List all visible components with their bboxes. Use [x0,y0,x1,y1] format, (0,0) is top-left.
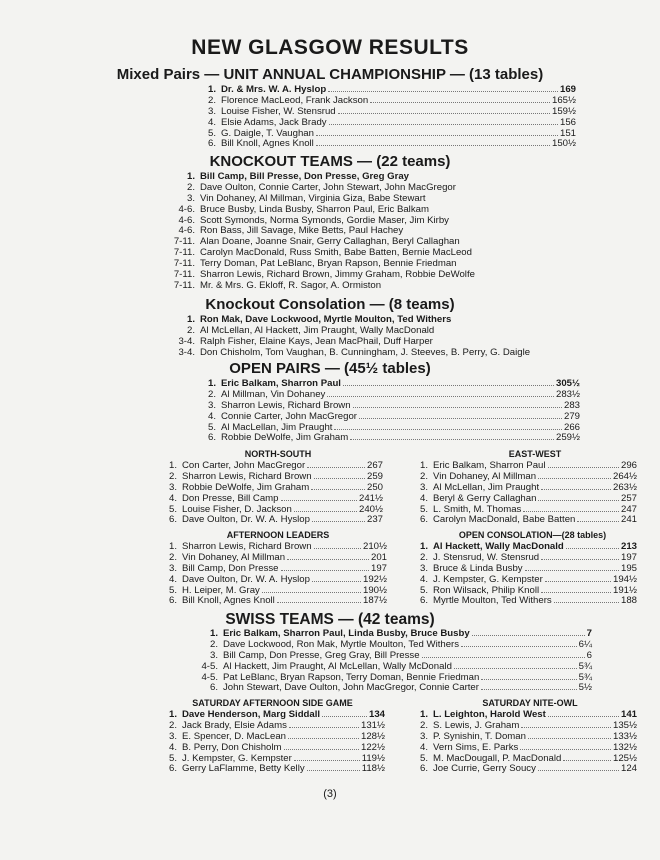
dot-leader [294,760,360,761]
list-item [196,118,576,129]
rank: 5. [207,421,216,433]
dot-leader [359,418,562,419]
list-item [412,596,637,607]
rank: 3. [168,562,177,574]
score: 135½ [612,719,637,731]
score: 119½ [361,752,385,764]
dot-leader [370,102,550,103]
entrant-names: Eric Balkam, Sharron Paul [221,378,341,389]
list-item [196,412,580,423]
rank: 4. [419,741,428,753]
entrant-names: J. Kempster, G. Kempster [433,573,543,585]
rank: 2. [168,719,177,731]
score: 118½ [361,763,385,775]
rank: 7-11. [173,247,195,259]
dot-leader [353,407,562,408]
entrant-names: Ron Wilsack, Philip Knoll [433,584,540,596]
score: 6¼ [578,638,592,650]
score: 201 [370,551,387,563]
rank: 7-11. [173,236,195,248]
entrant-names: Robbie DeWolfe, Jim Graham [182,481,310,493]
north-south-list [161,461,383,526]
dot-leader [538,770,619,771]
rank: 3. [207,105,216,117]
score: 241½ [358,492,383,504]
rank: 6. [419,514,428,526]
entrant-names: M. MacDougall, P. MacDonald [433,752,562,764]
entrant-names: Bill Camp, Bill Presse, Don Presse, Greg Gray [200,171,410,182]
knockout-teams-heading: KNOCKOUT TEAMS — (22 teams) [209,153,451,170]
score: 195 [620,562,637,574]
dot-leader [350,439,554,440]
dot-leader [541,489,611,490]
score: 259½ [555,432,580,444]
rank: 5. [207,127,216,139]
entrant-names: Mr. & Mrs. G. Ekloff, R. Sagor, A. Ormiston [200,279,382,291]
score: 279 [563,410,580,422]
saturday-nite-owl-list [412,710,637,775]
dot-leader [538,478,611,479]
score: 133½ [612,730,637,742]
rank: 1. [207,378,216,389]
dot-leader [327,396,554,397]
score: 264½ [612,470,637,482]
rank: 4. [168,492,177,504]
dot-leader [316,135,558,136]
score: 151 [559,127,576,139]
score: 141 [620,709,637,720]
entrant-names: Ron Mak, Dave Lockwood, Myrtle Moulton, Ted Withers [200,314,452,325]
rank: 2. [209,638,218,650]
rank: 4. [207,116,216,128]
rank: 2. [419,719,428,731]
list-item [161,743,385,754]
entrant-names: Vin Dohaney, Al Millman, Virginia Giza, Babe Stewart [200,192,426,204]
dot-leader [334,429,562,430]
dot-leader [281,570,369,571]
entrant-names: Ron Bass, Jill Savage, Mike Betts, Paul Hachey [200,225,404,237]
page-title: NEW GLASGOW RESULTS [191,36,469,59]
entrant-names: Con Carter, John MacGregor [182,460,306,471]
dot-leader [577,521,619,522]
entrant-names: Sharron Lewis, Richard Brown, Jimmy Graham, Robbie DeWolfe [200,269,475,281]
list-item [196,139,576,150]
afternoon-leaders-heading: AFTERNOON LEADERS [226,530,330,540]
entrant-names: Beryl & Gerry Callaghan [433,492,537,504]
dot-leader [563,760,611,761]
dot-leader [284,749,359,750]
entrant-names: Al McLellan, Jim Praught [433,481,540,493]
dot-leader [316,145,550,146]
entrant-names: E. Spencer, D. MacLean [182,730,286,742]
entrant-names: Eric Balkam, Sharron Paul, Linda Busby, Bruce Busby [223,628,470,639]
dot-leader [328,91,558,92]
rank: 3. [207,399,216,411]
score: 210½ [362,541,387,552]
rank: 3. [419,730,428,742]
rank: 6. [419,595,428,607]
rank: 2. [186,181,195,193]
score: 132½ [612,741,637,753]
score: 190½ [362,584,387,596]
rank: 6. [419,763,428,775]
rank: 3. [186,192,195,204]
score: 5½ [578,682,592,694]
rank: 1. [168,460,177,471]
score: 165½ [551,94,576,106]
east-west-heading: EAST-WEST [508,449,562,459]
mixed-pairs-list [196,85,576,150]
entrant-names: J. Kempster, G. Kempster [182,752,292,764]
entrant-names: L. Leighton, Harold West [433,709,546,720]
score: 267 [366,460,383,471]
rank: 4-5. [201,671,218,683]
dot-leader [454,668,577,669]
rank: 2. [168,551,177,563]
dot-leader [314,548,361,549]
list-item [412,743,637,754]
score: 266 [563,421,580,433]
rank: 6. [207,432,216,444]
dot-leader [554,602,619,603]
dot-leader [422,657,585,658]
saturday-afternoon-heading: SATURDAY AFTERNOON SIDE GAME [192,698,353,708]
dot-leader [541,592,611,593]
dot-leader [281,500,357,501]
rank: 1. [186,171,195,182]
list-item [161,764,385,775]
rank: 2. [168,470,177,482]
rank: 6. [168,595,177,607]
score: 197 [370,562,387,574]
dot-leader [288,738,359,739]
score: 305½ [555,378,580,389]
rank: 3. [168,481,177,493]
rank: 2. [419,551,428,563]
rank: 4. [419,492,428,504]
entrant-names: Al Millman, Vin Dohaney [221,388,326,400]
entrant-names: G. Daigle, T. Vaughan [221,127,314,139]
saturday-afternoon-list [161,710,385,775]
knockout-teams-list [164,172,564,292]
rank: 5. [168,503,177,515]
rank: 1. [209,628,218,639]
rank: 4-6. [178,225,195,237]
score: 188 [620,595,637,607]
score: 283 [563,399,580,411]
list-item [168,348,608,359]
dot-leader [525,570,619,571]
score: 122½ [360,741,385,753]
entrant-names: Terry Doman, Pat LeBlanc, Bryan Rapson, Bennie Friedman [200,258,457,270]
score: 247 [620,503,637,515]
list-item [190,662,592,673]
score: 134 [368,709,385,720]
entrant-names: Al McLellan, Al Hackett, Jim Praught, Wally MacDonald [200,324,435,336]
page-number: (3) [323,788,337,800]
entrant-names: Ralph Fisher, Elaine Kays, Jean MacPhail, Duff Harper [200,335,433,347]
rank: 4-5. [201,660,218,672]
entrant-names: Bill Camp, Don Presse [182,562,279,574]
rank: 5. [419,503,428,515]
saturday-nite-owl-heading: SATURDAY NITE-OWL [482,698,578,708]
rank: 4-6. [178,214,195,226]
entrant-names: Dave Oulton, Dr. W. A. Hyslop [182,514,310,526]
knockout-consolation-heading: Knockout Consolation — (8 teams) [205,296,455,313]
dot-leader [311,489,365,490]
dot-leader [289,727,359,728]
open-pairs-list [196,379,580,444]
dot-leader [287,559,369,560]
score: 259 [366,470,383,482]
list-item [412,575,637,586]
entrant-names: Dave Oulton, Dr. W. A. Hyslop [182,573,310,585]
score: 124 [620,763,637,775]
score: 250 [366,481,383,493]
rank: 1. [419,541,428,552]
score: 156 [559,116,576,128]
score: 7 [586,628,592,639]
entrant-names: L. Smith, M. Thomas [433,503,522,515]
dot-leader [338,113,550,114]
score: 150½ [551,138,576,150]
entrant-names: Louise Fisher, W. Stensrud [221,105,336,117]
score: 187½ [362,595,387,607]
entrant-names: Vin Dohaney, Al Millman [433,470,537,482]
rank: 1. [207,84,216,95]
rank: 2. [186,324,195,336]
entrant-names: Elsie Adams, Jack Brady [221,116,327,128]
entrant-names: Don Presse, Bill Camp [182,492,279,504]
rank: 4-6. [178,203,195,215]
entrant-names: S. Lewis, J. Graham [433,719,520,731]
rank: 1. [168,709,177,720]
rank: 6. [207,138,216,150]
score: 263½ [612,481,637,493]
dot-leader [314,478,365,479]
rank: 5. [419,752,428,764]
dot-leader [566,548,619,549]
rank: 2. [419,470,428,482]
entrant-names: Robbie DeWolfe, Jim Graham [221,432,349,444]
entrant-names: Myrtle Moulton, Ted Withers [433,595,552,607]
dot-leader [481,689,577,690]
dot-leader [472,635,585,636]
entrant-names: H. Leiper, M. Gray [182,584,260,596]
score: 296 [620,460,637,471]
score: 213 [620,541,637,552]
entrant-names: Dave Lockwood, Ron Mak, Myrtle Moulton, Ted Withers [223,638,460,650]
score: 125½ [612,752,637,764]
list-item [161,515,383,526]
dot-leader [548,716,619,717]
score: 169 [559,84,576,95]
entrant-names: Bruce & Linda Busby [433,562,523,574]
list-item [412,494,637,505]
rank: 1. [168,541,177,552]
rank: 3. [168,730,177,742]
entrant-names: Carolyn MacDonald, Russ Smith, Babe Batten, Bernie MacLeod [200,247,472,259]
dot-leader [541,559,619,560]
dot-leader [312,581,361,582]
entrant-names: Bill Knoll, Agnes Knoll [221,138,314,150]
dot-leader [307,467,365,468]
dot-leader [538,500,619,501]
rank: 4. [168,741,177,753]
entrant-names: Al Hackett, Jim Praught, Al McLellan, Wally McDonald [223,660,452,672]
dot-leader [277,602,361,603]
rank: 3. [209,649,218,661]
entrant-names: P. Synishin, T. Doman [433,730,526,742]
rank: 6. [168,763,177,775]
rank: 1. [186,314,195,325]
knockout-consolation-list [168,315,608,359]
dot-leader [548,467,619,468]
entrant-names: Al MacLellan, Jim Praught [221,421,333,433]
score: 192½ [362,573,387,585]
entrant-names: J. Stensrud, W. Stensrud [433,551,540,563]
dot-leader [262,592,361,593]
open-consolation-list [412,542,637,607]
rank: 5. [168,752,177,764]
score: 197 [620,551,637,563]
rank: 4. [168,573,177,585]
rank: 3-4. [178,346,195,358]
dot-leader [461,646,577,647]
entrant-names: Sharron Lewis, Richard Brown [182,470,312,482]
entrant-names: Sharron Lewis, Richard Brown [221,399,351,411]
entrant-names: Vin Dohaney, Al Millman [182,551,286,563]
list-item [164,281,564,292]
north-south-heading: NORTH-SOUTH [244,449,312,459]
dot-leader [523,511,619,512]
mixed-pairs-heading: Mixed Pairs — UNIT ANNUAL CHAMPIONSHIP — (13 tables) [116,66,544,83]
entrant-names: Bill Knoll, Agnes Knoll [182,595,275,607]
entrant-names: Dr. & Mrs. W. A. Hyslop [221,84,327,95]
list-item [161,596,387,607]
entrant-names: Pat LeBlanc, Bryan Rapson, Terry Doman, Bennie Friedman [223,671,480,683]
rank: 7-11. [173,258,195,270]
entrant-names: Eric Balkam, Sharron Paul [433,460,546,471]
entrant-names: B. Perry, Don Chisholm [182,741,282,753]
score: 131½ [360,719,385,731]
dot-leader [521,727,611,728]
open-pairs-heading: OPEN PAIRS — (45½ tables) [229,360,431,377]
afternoon-leaders-list [161,542,387,607]
entrant-names: Connie Carter, John MacGregor [221,410,357,422]
score: 240½ [358,503,383,515]
score: 159½ [551,105,576,117]
east-west-list [412,461,637,526]
score: 5¾ [578,671,592,683]
rank: 7-11. [173,269,195,281]
rank: 5. [168,584,177,596]
dot-leader [343,385,554,386]
rank: 3-4. [178,335,195,347]
entrant-names: Carolyn MacDonald, Babe Batten [433,514,576,526]
entrant-names: Joe Currie, Gerry Soucy [433,763,536,775]
rank: 2. [207,94,216,106]
rank: 7-11. [173,279,195,291]
list-item [412,764,637,775]
list-item [412,515,637,526]
score: 128½ [360,730,385,742]
open-consolation-heading: OPEN CONSOLATION—(28 tables) [458,530,607,540]
dot-leader [307,770,360,771]
dot-leader [545,581,611,582]
rank: 4. [207,410,216,422]
entrant-names: Dave Oulton, Connie Carter, John Stewart, John MacGregor [200,181,456,193]
rank: 1. [419,709,428,720]
dot-leader [520,749,611,750]
rank: 1. [419,460,428,471]
dot-leader [329,124,558,125]
dot-leader [481,679,576,680]
entrant-names: Scott Symonds, Norma Symonds, Gordie Maser, Jim Kirby [200,214,449,226]
list-item [164,205,564,216]
rank: 3. [419,562,428,574]
entrant-names: Bruce Busby, Linda Busby, Sharron Paul, Eric Balkam [200,203,429,215]
score: 237 [366,514,383,526]
entrant-names: Gerry LaFlamme, Betty Kelly [182,763,305,775]
rank: 6. [168,514,177,526]
swiss-teams-heading: SWISS TEAMS — (42 teams) [225,611,435,628]
rank: 3. [419,481,428,493]
dot-leader [294,511,357,512]
entrant-names: Sharron Lewis, Richard Brown [182,541,312,552]
score: 194½ [612,573,637,585]
rank: 6. [209,682,218,694]
swiss-teams-list [190,629,592,694]
score: 191½ [612,584,637,596]
list-item [161,494,383,505]
entrant-names: Bill Camp, Don Presse, Greg Gray, Bill Presse [223,649,420,661]
list-item [196,433,580,444]
score: 5¾ [578,660,592,672]
entrant-names: Dave Henderson, Marg Siddall [182,709,321,720]
entrant-names: Don Chisholm, Tom Vaughan, B. Cunningham, J. Steeves, B. Perry, G. Daigle [200,346,531,358]
score: 283½ [555,388,580,400]
entrant-names: Alan Doane, Joanne Snair, Gerry Callaghan, Beryl Callaghan [200,236,460,248]
entrant-names: John Stewart, Dave Oulton, John MacGregor, Connie Carter [223,682,479,694]
list-item [161,575,387,586]
entrant-names: Florence MacLeod, Frank Jackson [221,94,369,106]
dot-leader [312,521,365,522]
rank: 2. [207,388,216,400]
entrant-names: Jack Brady, Elsie Adams [182,719,287,731]
entrant-names: Al Hackett, Wally MacDonald [433,541,564,552]
score: 257 [620,492,637,504]
entrant-names: Louise Fisher, D. Jackson [182,503,292,515]
score: 241 [620,514,637,526]
entrant-names: Vern Sims, E. Parks [433,741,519,753]
list-item [190,683,592,694]
dot-leader [322,716,367,717]
rank: 4. [419,573,428,585]
score: 6 [586,649,592,661]
dot-leader [528,738,611,739]
rank: 5. [419,584,428,596]
